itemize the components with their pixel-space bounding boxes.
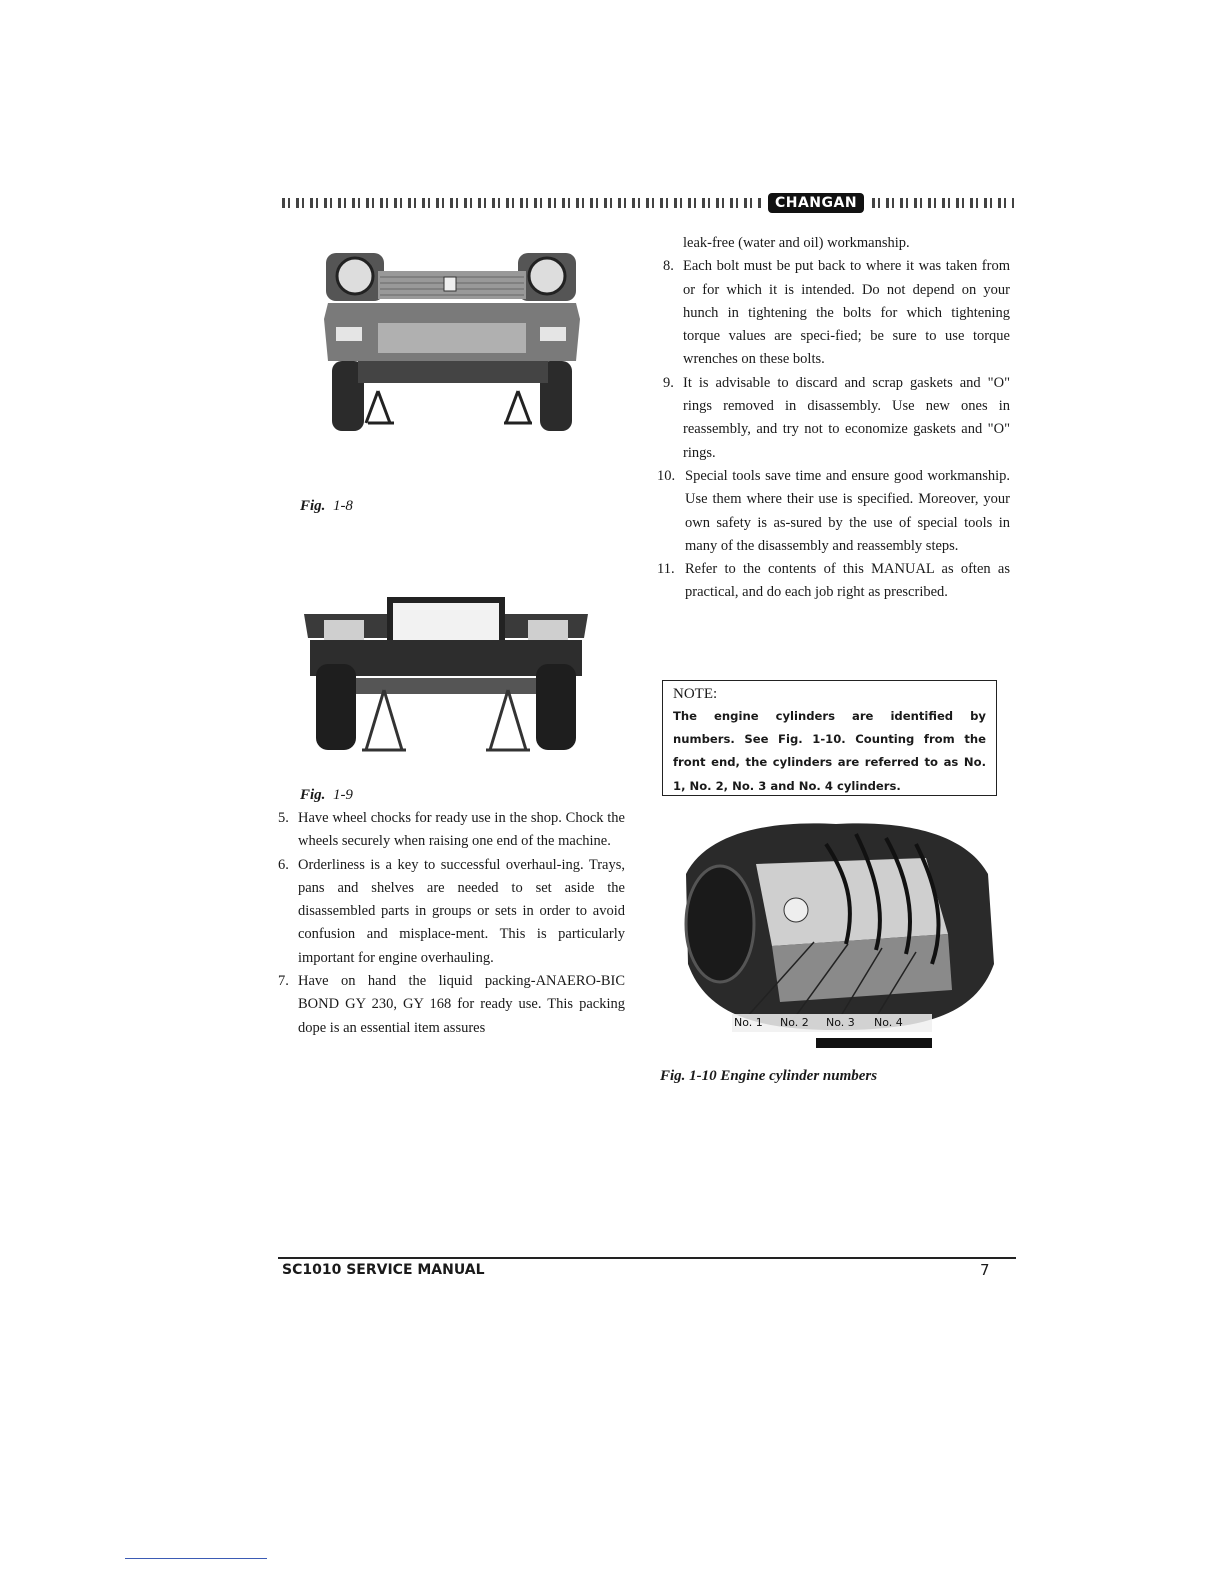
list-item: 5. Have wheel chocks for ready use in the shop. Chock the wheels securely when raising one end of the machine. bbox=[278, 810, 625, 850]
header-band bbox=[282, 193, 1014, 215]
page-number: 7 bbox=[980, 1261, 990, 1279]
list-item: 9. It is advisable to discard and scrap gaskets and "O" rings removed in disassembly. Use new ones in reassembly, and try not to economize gaskets and "O" rings. bbox=[663, 374, 1010, 461]
car-rear-on-stands-icon bbox=[300, 578, 592, 764]
list-item: 10. Special tools save time and ensure good workmanship. Use them where their use is specified. Moreover, your own safety is as-sured by the use of special tools in many of the disassembly and reassembly steps. bbox=[657, 467, 1010, 554]
left-column bbox=[278, 807, 625, 1040]
cylinder-label: No. 1 bbox=[734, 1016, 763, 1029]
note-body: The engine cylinders are identified by numbers. See Fig. 1-10. Counting from the front end, the cylinders are referred to as No. 1, No. 2, No. 3 and No. 4 cylinders. bbox=[673, 709, 986, 793]
right-column bbox=[657, 232, 1010, 605]
ornament-left bbox=[282, 198, 764, 208]
list-item: 6. Orderliness is a key to successful overhaul-ing. Trays, pans and shelves are needed to set aside the disassembled parts in groups or sets in order to avoid confusion and misplace-ment. This is particularly important for engine overhauling. bbox=[278, 856, 625, 966]
fig-1-8-image bbox=[318, 243, 586, 435]
cylinder-label: No. 4 bbox=[874, 1016, 903, 1029]
blue-rule bbox=[125, 1558, 267, 1559]
footer-title: SC1010 SERVICE MANUAL bbox=[282, 1262, 485, 1278]
fig-1-10-image bbox=[676, 814, 1006, 1054]
cylinder-label: No. 3 bbox=[826, 1016, 855, 1029]
brand-logo: CHANGAN bbox=[768, 193, 864, 213]
list-item: 8. Each bolt must be put back to where it was taken from or for which it is intended. Do not depend on your hunch in tightening the bolts for which tightening torque values are speci-fied; be sure to use torque wrenches on these bolts. bbox=[663, 258, 1010, 368]
note-title: NOTE: bbox=[673, 686, 718, 702]
ornament-right bbox=[872, 198, 1014, 208]
list-item: 11. Refer to the contents of this MANUAL as often as practical, and do each job right as prescribed. bbox=[657, 561, 1010, 601]
cylinder-label: No. 2 bbox=[780, 1016, 809, 1029]
list-item: 7. Have on hand the liquid packing-ANAERO-BIC BOND GY 230, GY 168 for ready use. This packing dope is an essential item assures bbox=[278, 973, 625, 1036]
note-box bbox=[662, 680, 997, 796]
cylinder-labels bbox=[734, 1015, 934, 1031]
fig-1-8-caption: Fig. 1-8 bbox=[300, 498, 353, 514]
footer-rule bbox=[278, 1257, 1016, 1259]
fig-1-10-caption: Fig. 1-10 Engine cylinder numbers bbox=[660, 1068, 878, 1084]
continuation-text: leak-free (water and oil) workmanship. bbox=[683, 235, 910, 251]
fig-1-9-caption: Fig. 1-9 bbox=[300, 787, 353, 803]
car-front-on-stands-icon bbox=[318, 243, 586, 435]
fig-1-9-image bbox=[300, 578, 592, 764]
